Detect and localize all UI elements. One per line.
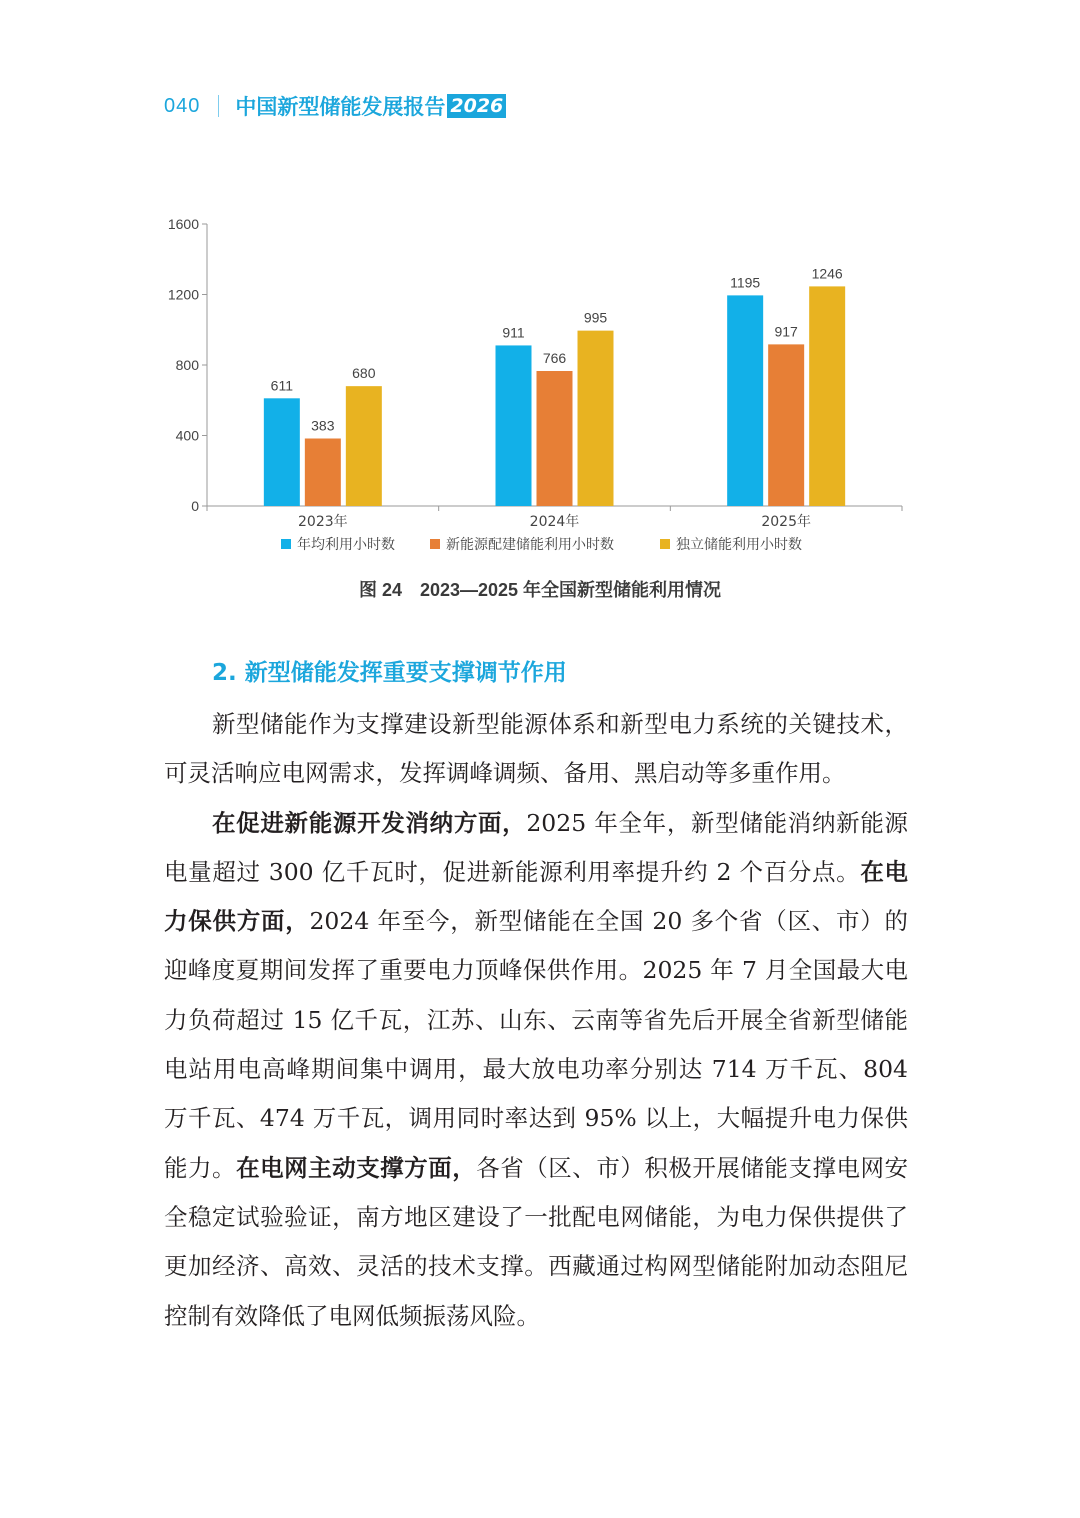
bar-data-label: 917 (774, 323, 798, 340)
paragraph (164, 799, 908, 1341)
paragraph (164, 700, 908, 799)
paragraph-text: 各省（区、市）积极开展储能支撑电网安全稳定试验验证，南方地区建设了一批配电网储能，为电力保供提供了更加经济、高效、灵活的技术支撑。西藏通过构网型储能附加动态阻尼控制有效降低了电网低频振荡风险。 (164, 1153, 909, 1330)
header-divider (218, 95, 219, 117)
bar-data-label: 1246 (811, 265, 843, 282)
bar (809, 286, 845, 506)
y-tick-label: 1200 (167, 286, 199, 303)
legend-label: 独立储能利用小时数 (676, 537, 802, 553)
paragraph-bold-lead: 在电网主动支撑方面， (236, 1153, 477, 1182)
y-tick-label: 800 (175, 357, 199, 373)
bar-data-label: 911 (502, 324, 525, 341)
bar (768, 344, 804, 506)
bar-chart-svg (150, 205, 920, 575)
legend-label: 年均利用小时数 (297, 537, 395, 553)
x-category-label: 2025年 (761, 514, 811, 530)
book-year-badge: 2026 (447, 94, 506, 118)
x-category-label: 2024年 (529, 514, 580, 530)
paragraph-text: 新型储能作为支撑建设新型能源体系和新型电力系统的关键技术，可灵活响应电网需求，发挥调峰调频、备用、黑启动等多重作用。 (164, 710, 908, 788)
figure-caption: 图 24 2023—2025 年全国新型储能利用情况 (358, 580, 722, 600)
y-tick-label: 1600 (167, 216, 199, 232)
bar (496, 345, 532, 506)
bar (727, 295, 763, 506)
paragraph-bold-lead: 在促进新能源开发消纳方面， (212, 808, 527, 837)
bar-data-label: 611 (270, 377, 293, 394)
bar (578, 331, 614, 506)
page-number: 040 (164, 94, 201, 117)
bar-data-label: 1195 (730, 274, 761, 291)
y-tick-label: 0 (191, 498, 199, 514)
bar-data-label: 680 (352, 365, 376, 382)
book-title: 中国新型储能发展报告 (235, 95, 446, 119)
y-tick-label: 400 (175, 427, 199, 444)
paragraph-text: 2025 年全年，新型储能消纳新能源电量超过 300 亿千瓦时，促进新能源利用率提升约 2 个百分点。 (164, 808, 908, 886)
paragraph-bold-lead: 在电力保供方面， (164, 857, 909, 936)
paragraph-text: 2024 年至今，新型储能在全国 20 多个省（区、市）的迎峰度夏期间发挥了重要电力顶峰保供作用。2025 年 7 月全国最大电力负荷超过 15 亿千瓦，江苏、山东、云南等省先后开展全省新型储能电站用电高峰期间集中调用，最大放电功率分别达 714 万千瓦、804 万千瓦、474 万千瓦，调用同时率达到 95% 以上，大幅提升电力保供能力。 (164, 907, 909, 1182)
bar (346, 386, 382, 506)
bar-data-label: 995 (583, 309, 608, 326)
body-text (164, 700, 908, 1341)
legend-swatch (430, 539, 440, 549)
bar-data-label: 383 (311, 417, 335, 434)
legend-label: 新能源配建储能利用小时数 (446, 537, 614, 553)
bar-chart (150, 205, 920, 575)
x-category-label: 2023年 (298, 514, 348, 530)
page-header (164, 90, 506, 122)
bar (537, 371, 573, 506)
bar (264, 398, 300, 506)
legend-swatch (660, 539, 670, 549)
bar-data-label: 766 (542, 349, 567, 366)
bar (305, 438, 341, 506)
section-heading: 2. 新型储能发挥重要支撑调节作用 (212, 660, 567, 686)
legend-swatch (281, 539, 291, 549)
